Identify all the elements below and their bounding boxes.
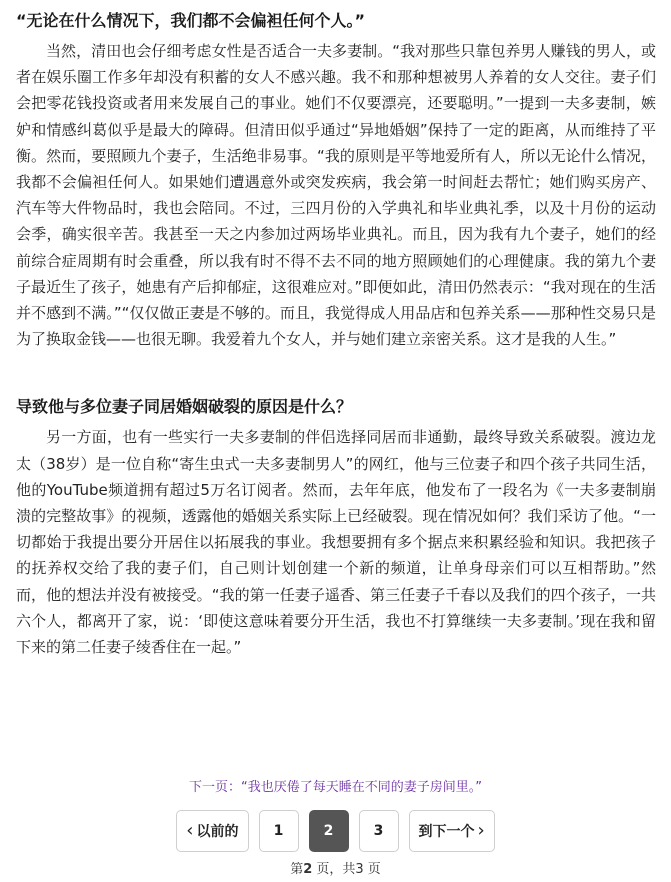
section-heading-quote: “无论在什么情况下，我们都不会偏袒任何个人。” (16, 11, 366, 30)
page-button-1[interactable]: 1 (259, 810, 299, 852)
section-heading-breakup: 导致他与多位妻子同居婚姻破裂的原因是什么？ (16, 397, 353, 417)
article-paragraph-1: 当然，清田也会仔细考虑女性是否适合一夫多妻制。“我对那些只靠包养男人赚钱的男人，或者在娱乐圈工作多年却没有积蓄的女人不感兴趣。我不和那种想被男人养着的女人交往。妻子们会把零花钱投资或者用来发展自己的事业。她们不仅要漂亮，还要聪明。”一提到一夫多妻制，嫉妒和情感纠葛似乎是最大的障碍。但清田似乎通过“异地婚姻”保持了一定的距离，从而维持了平衡。然而，要照顾九个妻子，生活绝非易事。“我的原则是平等地爱所有人，所以无论什么情况，我都不会偏袒任何人。如果她们遭遇意外或突发疾病，我会第一时间赶去帮忙；她们购买房产、汽车等大件物品时，我也会陪同。不过，三四月份的入学典礼和毕业典礼季，以及十月份的运动会季，确实很辛苦。我甚至一天之内参加过两场毕业典礼。而且，因为我有九个妻子，她们的经前综合症周期有时会重叠，所以我有时不得不去不同的地方照顾她们的心理健康。我的第九个妻子最近生了孩子，她患有产后抑郁症，这很难应对。”即便如此，清田仍然表示：“我对现在的生活并不感到不满。”“仅仅做正妻是不够的。而且，我觉得成人用品店和包养关系——那种性交易只是为了换取金钱——也很无聊。我爱着九个女人，并与她们建立亲密关系。这才是我的人生。” (16, 42, 656, 349)
chevron-right-icon: › (477, 820, 485, 841)
next-page-button[interactable] (409, 810, 495, 852)
article-paragraph-2: 另一方面，也有一些实行一夫多妻制的伴侣选择同居而非通勤，最终导致关系破裂。渡边龙太（38岁）是一位自称“寄生虫式一夫多妻制男人”的网红，他与三位妻子和四个孩子共同生活，他的YouTube频道拥有超过5万名订阅者。然而，去年年底，他发布了一段名为《一夫多妻制崩溃的完整故事》的视频，透露他的婚姻关系实际上已经破裂。现在情况如何？我们采访了他。“一切都始于我提出要分开居住以拓展我的事业。我想要拥有多个据点来积累经验和知识。我把孩子的抚养权交给了我的妻子们，自己则计划创建一个新的频道，让单身母亲们可以互相帮助。”然而，他的想法并没有被接受。“我的第一任妻子遥香、第三任妻子千春以及我们的四个孩子，一共六个人，都离开了家，说：‘即使这意味着要分开生活，我也不打算继续一夫多妻制。’现在我和留下来的第二任妻子绫香住在一起。” (16, 428, 656, 657)
page-button-2-current[interactable]: 2 (309, 810, 349, 852)
next-page-teaser (0, 778, 671, 798)
article-body (16, 8, 656, 660)
page-indicator (0, 861, 671, 879)
pagination (0, 810, 671, 852)
next-page-label: 到下一个 (418, 824, 475, 840)
page-info-current: 2 (303, 862, 313, 877)
page-info-prefix: 第 (290, 862, 304, 877)
next-page-link[interactable]: 下一页：“我也厌倦了每天睡在不同的妻子房间里。” (189, 780, 482, 795)
page-button-3[interactable]: 3 (359, 810, 399, 852)
prev-page-label: 以前的 (196, 824, 239, 840)
page-info-suffix: 页，共3 页 (312, 862, 381, 877)
prev-page-button[interactable] (176, 810, 248, 852)
chevron-left-icon: ‹ (186, 820, 194, 841)
